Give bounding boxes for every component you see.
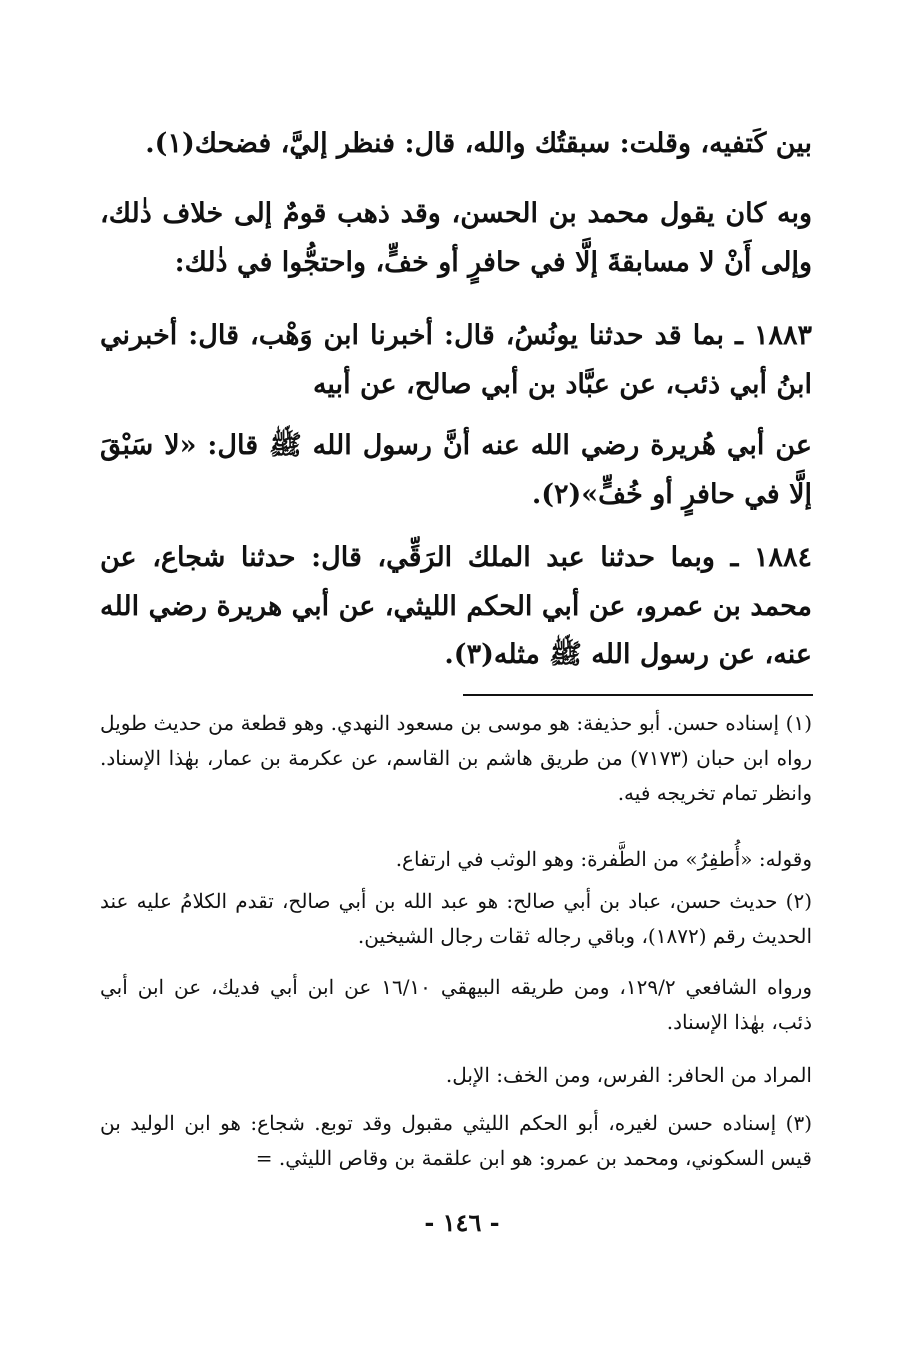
hadith-1884	[100, 534, 858, 680]
footnote-text: ورواه الشافعي ١٢٩/٢، ومن طريقه البيهقي ١٦/١٠ عن ابن أبي فديك، عن ابن أبي ذئب، بهٰذا الإسناد.	[100, 975, 812, 1034]
hadith-1883-matn	[100, 422, 858, 519]
footnote-2-sources	[100, 970, 858, 1040]
footnote-text: المراد من الحافر: الفرس، ومن الخف: الإبل.	[445, 1063, 812, 1087]
footnote-1	[100, 706, 858, 811]
footnote-1-note	[100, 842, 858, 877]
footnote-text: (١) إسناده حسن. أبو حذيفة: هو موسى بن مسعود النهدي. وهو قطعة من حديث طويل رواه ابن حبان (٧١٧٣) من طريق هاشم بن القاسم، عن عكرمة بن عمار، بهٰذا الإسناد. وانظر تمام تخريجه فيه.	[100, 711, 812, 805]
paragraph-text: ١٨٨٣ ـ بما قد حدثنا يونُسُ، قال: أخبرنا ابن وَهْب، قال: أخبرني ابنُ أبي ذئب، عن عبَّاد بن أبي صالح، عن أبيه	[100, 320, 812, 400]
paragraph-text: وبه كان يقول محمد بن الحسن، وقد ذهب قومٌ إلى خلاف ذٰلك، وإلى أَنْ لا مسابقةَ إلَّا في حافرٍ أو خفٍّ، واحتجُّوا في ذٰلك:	[100, 198, 812, 278]
paragraph-text: ١٨٨٤ ـ وبما حدثنا عبد الملك الرَقِّي، قال: حدثنا شجاع، عن محمد بن عمرو، عن أبي الحكم الليثي، عن أبي هريرة رضي الله عنه، عن رسول الله ﷺ مثله(٣).	[100, 542, 812, 671]
footnote-text: (٢) حديث حسن، عباد بن أبي صالح: هو عبد الله بن أبي صالح، تقدم الكلامُ عليه عند الحديث رقم (١٨٧٢)، وباقي رجاله ثقات رجال الشيخين.	[100, 889, 812, 948]
footnote-3	[100, 1106, 858, 1176]
page-number: - ١٤٦ -	[424, 1208, 500, 1237]
paragraph-text: عن أبي هُريرة رضي الله عنه أنَّ رسول الله ﷺ قال: «لا سَبْقَ إلَّا في حافرٍ أو خُفٍّ»(٢).	[100, 430, 812, 510]
footnote-text: وقوله: «أُطفِرُ» من الطَّفرة: وهو الوثب في ارتفاع.	[395, 847, 812, 871]
footnote-divider	[463, 694, 813, 696]
footnote-2	[100, 884, 858, 954]
main-text-paragraph-2	[100, 190, 858, 287]
hadith-1883-isnad	[100, 312, 858, 409]
footnote-2-note	[100, 1058, 858, 1093]
paragraph-text: بين كَتفيه، وقلت: سبقتُك والله، قال: فنظر إليَّ، فضحك(١).	[145, 128, 812, 159]
main-text-paragraph-1	[100, 120, 812, 169]
footnote-text: (٣) إسناده حسن لغيره، أبو الحكم الليثي مقبول وقد توبع. شجاع: هو ابن الوليد بن قيس السكوني، ومحمد بن عمرو: هو ابن علقمة بن وقاص الليثي. =	[100, 1111, 812, 1170]
